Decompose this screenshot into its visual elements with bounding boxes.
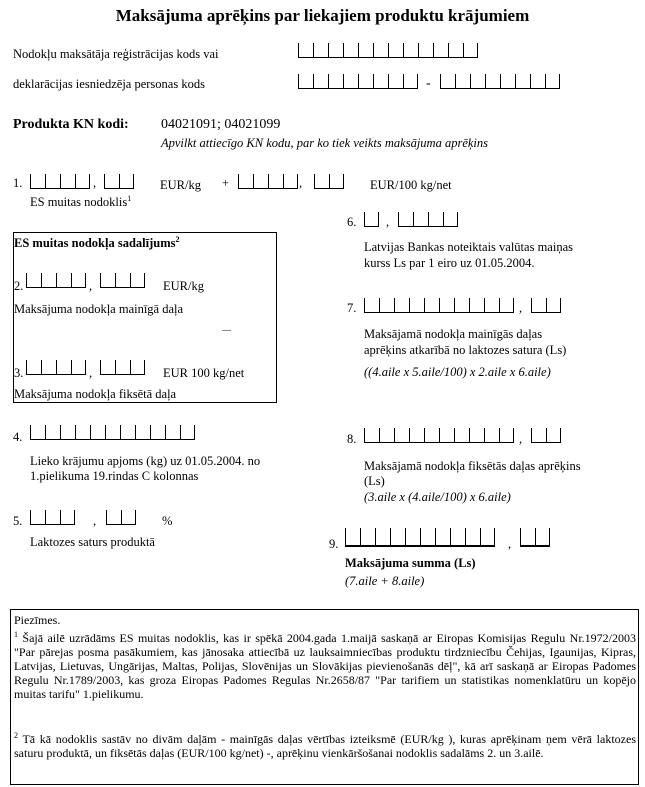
- input-cell[interactable]: [343, 74, 358, 89]
- input-cell[interactable]: [465, 528, 480, 547]
- personal-code-part2-field[interactable]: [440, 74, 560, 89]
- input-cell[interactable]: [364, 428, 379, 443]
- input-cell[interactable]: [328, 43, 343, 58]
- dash-mark: —: [222, 325, 231, 335]
- input-cell[interactable]: [500, 74, 515, 89]
- input-cell[interactable]: [398, 212, 413, 227]
- field3-comma: ,: [89, 366, 93, 380]
- field1-euro-kg-dec[interactable]: [104, 174, 134, 189]
- input-cell[interactable]: [484, 428, 499, 443]
- input-cell[interactable]: [119, 174, 134, 189]
- input-cell[interactable]: [328, 74, 343, 89]
- input-cell[interactable]: [455, 74, 470, 89]
- field3-dec[interactable]: [100, 360, 145, 375]
- input-cell[interactable]: [428, 212, 443, 227]
- field8-label-line1: Maksājamā nodokļa fiksētās daļas aprēķins: [364, 459, 581, 473]
- note-1: $^1$ Šajā ailē uzrādāms ES muitas nodoklis, kas ir spēkā 2004.gada 1.maijā saskaņā ar Eiropas Komisijas Regulu Nr.1972/2003 "Par pārejas posma pasākumiem, kas jānosaka attiecībā uz lauksaimniecības produktu tirdzniecību Čehijas, Igaunijas, Kipras, Latvijas, Lietuvas, Ungārijas, Maltas, Polijas, Slovēnijas un Slovākijas pievienošanās dēļ", kā arī saskaņā ar Eiropas Padomes Regulu Nr.1789/2003, kas groza Eiropas Padomes Regulas Nr.2658/87 "Par tarifiem un statistikas nomenklatūru un kopējo muitas tarifu" 1.pielikumu.: [14, 630, 636, 701]
- field2-comma: ,: [89, 279, 93, 293]
- field8-label-line2: (Ls): [364, 474, 385, 488]
- field4-field[interactable]: [30, 425, 195, 440]
- input-cell[interactable]: [440, 74, 455, 89]
- field6-label-line1: Latvijas Bankas noteiktais valūtas maiņas: [364, 240, 573, 254]
- input-cell[interactable]: [60, 510, 75, 525]
- field3-int[interactable]: [26, 360, 86, 375]
- input-cell[interactable]: [535, 528, 550, 547]
- input-cell[interactable]: [345, 528, 360, 547]
- input-cell[interactable]: [180, 425, 195, 440]
- field5-dec[interactable]: [106, 510, 136, 525]
- input-cell[interactable]: [329, 174, 344, 189]
- input-cell[interactable]: [130, 360, 145, 375]
- input-cell[interactable]: [390, 528, 405, 547]
- input-cell[interactable]: [45, 174, 60, 189]
- field1-comma1: ,: [93, 176, 97, 190]
- field1-number: 1.: [13, 176, 23, 190]
- input-cell[interactable]: [470, 74, 485, 89]
- input-cell[interactable]: [520, 528, 535, 547]
- input-cell[interactable]: [409, 298, 424, 313]
- field9-dec[interactable]: [520, 528, 550, 547]
- input-cell[interactable]: [298, 74, 313, 89]
- input-cell[interactable]: [165, 425, 180, 440]
- personal-code-part1-field[interactable]: [298, 74, 418, 89]
- input-cell[interactable]: [480, 528, 495, 547]
- duty-split-title: ES muitas nodokļa sadalījums$^2$: [14, 235, 180, 251]
- input-cell[interactable]: [100, 273, 115, 288]
- input-cell[interactable]: [413, 212, 428, 227]
- input-cell[interactable]: [418, 43, 433, 58]
- input-cell[interactable]: [135, 425, 150, 440]
- field1-unit-eur-kg: EUR/kg: [160, 178, 201, 192]
- input-cell[interactable]: [448, 43, 463, 58]
- input-cell[interactable]: [104, 174, 119, 189]
- input-cell[interactable]: [364, 298, 379, 313]
- reg-code-field[interactable]: [298, 43, 478, 58]
- input-cell[interactable]: [469, 428, 484, 443]
- input-cell[interactable]: [531, 298, 546, 313]
- reg-code-label-line2: deklarācijas iesniedzēja personas kods: [13, 77, 205, 91]
- input-cell[interactable]: [375, 528, 390, 547]
- input-cell[interactable]: [313, 74, 328, 89]
- field4-label-line1: Lieko krājumu apjoms (kg) uz 01.05.2004. no: [30, 454, 261, 468]
- input-cell[interactable]: [530, 74, 545, 89]
- input-cell[interactable]: [75, 174, 90, 189]
- input-cell[interactable]: [115, 360, 130, 375]
- input-cell[interactable]: [30, 174, 45, 189]
- input-cell[interactable]: [71, 360, 86, 375]
- field6-dec[interactable]: [398, 212, 458, 227]
- input-cell[interactable]: [75, 425, 90, 440]
- input-cell[interactable]: [454, 298, 469, 313]
- field9-number: 9.: [329, 537, 339, 551]
- kn-codes-label: Produkta KN kodi:: [13, 117, 129, 132]
- field2-unit: EUR/kg: [163, 279, 204, 293]
- field6-comma: ,: [386, 215, 390, 229]
- input-cell[interactable]: [26, 273, 41, 288]
- input-cell[interactable]: [435, 528, 450, 547]
- input-cell[interactable]: [364, 212, 379, 227]
- field4-label-line2: 1.pielikuma 19.rindas C kolonnas: [30, 469, 199, 483]
- input-cell[interactable]: [546, 298, 561, 313]
- input-cell[interactable]: [115, 273, 130, 288]
- input-cell[interactable]: [238, 174, 253, 189]
- input-cell[interactable]: [499, 428, 514, 443]
- field6-number: 6.: [347, 215, 357, 229]
- input-cell[interactable]: [56, 360, 71, 375]
- input-cell[interactable]: [450, 528, 465, 547]
- input-cell[interactable]: [41, 360, 56, 375]
- input-cell[interactable]: [424, 298, 439, 313]
- field6-label-line2: kurss Ls par 1 eiro uz 01.05.2004.: [364, 256, 535, 270]
- input-cell[interactable]: [454, 428, 469, 443]
- input-cell[interactable]: [45, 510, 60, 525]
- field9-int[interactable]: [345, 528, 495, 547]
- input-cell[interactable]: [60, 174, 75, 189]
- field7-label-line1: Maksājamā nodokļa mainīgās daļas: [364, 327, 543, 341]
- input-cell[interactable]: [150, 425, 165, 440]
- input-cell[interactable]: [360, 528, 375, 547]
- field8-formula: (3.aile x (4.aile/100) x 6.aile): [364, 490, 511, 504]
- notes-heading: Piezīmes.: [14, 613, 61, 627]
- input-cell[interactable]: [105, 425, 120, 440]
- input-cell[interactable]: [515, 74, 530, 89]
- input-cell[interactable]: [120, 425, 135, 440]
- input-cell[interactable]: [314, 174, 329, 189]
- input-cell[interactable]: [30, 425, 45, 440]
- field9-comma: ,: [508, 537, 512, 551]
- field1-euro-kg-int[interactable]: [30, 174, 90, 189]
- input-cell[interactable]: [298, 43, 313, 58]
- input-cell[interactable]: [45, 425, 60, 440]
- field2-number: 2.: [14, 279, 24, 293]
- note-2: $^2$ Tā kā nodoklis sastāv no divām daļām - mainīgās daļas vērtības izteiksmē (EUR/kg ), kuras aprēķinam ņem vērā laktozes saturu produktā, un fiksētās daļas (EUR/100 kg/net) -, aprēķinu vienkāršošanai nodoklis sadalāms 2. un 3.ailē.: [14, 731, 636, 760]
- field1-euro-100kg-int[interactable]: [238, 174, 298, 189]
- field1-comma2: ,: [299, 176, 303, 190]
- input-cell[interactable]: [60, 425, 75, 440]
- personal-code-dash: -: [426, 76, 431, 91]
- field1-plus: +: [222, 176, 230, 190]
- input-cell[interactable]: [546, 428, 561, 443]
- input-cell[interactable]: [106, 510, 121, 525]
- input-cell[interactable]: [484, 298, 499, 313]
- input-cell[interactable]: [439, 428, 454, 443]
- input-cell[interactable]: [499, 298, 514, 313]
- field6-int[interactable]: [364, 212, 379, 227]
- kn-codes-hint: Apvilkt attiecīgo KN kodu, par ko tiek veikts maksājuma aprēķins: [161, 136, 489, 150]
- input-cell[interactable]: [358, 74, 373, 89]
- input-cell[interactable]: [394, 428, 409, 443]
- input-cell[interactable]: [443, 212, 458, 227]
- field2-dec[interactable]: [100, 273, 145, 288]
- field7-label-line2: aprēķins atkarībā no laktozes satura (Ls): [364, 343, 567, 357]
- input-cell[interactable]: [469, 298, 484, 313]
- field3-unit: EUR 100 kg/net: [163, 366, 245, 380]
- input-cell[interactable]: [373, 43, 388, 58]
- input-cell[interactable]: [394, 298, 409, 313]
- input-cell[interactable]: [373, 74, 388, 89]
- field9-label: Maksājuma summa (Ls): [345, 556, 476, 570]
- input-cell[interactable]: [409, 428, 424, 443]
- field1-euro-100kg-dec[interactable]: [314, 174, 344, 189]
- input-cell[interactable]: [358, 43, 373, 58]
- field5-int[interactable]: [30, 510, 75, 525]
- field3-number: 3.: [14, 366, 24, 380]
- input-cell[interactable]: [531, 428, 546, 443]
- input-cell[interactable]: [545, 74, 560, 89]
- field7-formula: ((4.aile x 5.aile/100) x 2.aile x 6.aile): [364, 365, 551, 379]
- field8-comma: ,: [519, 432, 523, 446]
- input-cell[interactable]: [403, 43, 418, 58]
- input-cell[interactable]: [253, 174, 268, 189]
- input-cell[interactable]: [379, 298, 394, 313]
- field1-unit-eur-100kg: EUR/100 kg/net: [370, 178, 452, 192]
- field7-comma: ,: [519, 301, 523, 315]
- field3-label: Maksājuma nodokļa fiksētā daļa: [14, 387, 177, 401]
- duty-split-box: [13, 232, 277, 403]
- input-cell[interactable]: [343, 43, 358, 58]
- notes-box: [10, 609, 639, 785]
- input-cell[interactable]: [268, 174, 283, 189]
- input-cell[interactable]: [463, 43, 478, 58]
- input-cell[interactable]: [26, 360, 41, 375]
- field5-unit: %: [162, 514, 173, 528]
- input-cell[interactable]: [56, 273, 71, 288]
- field8-dec[interactable]: [531, 428, 561, 443]
- field7-number: 7.: [347, 301, 357, 315]
- form-title: Maksājuma aprēķins par liekajiem produktu krājumiem: [115, 6, 530, 25]
- input-cell[interactable]: [130, 273, 145, 288]
- reg-code-label-line1: Nodokļu maksātāja reģistrācijas kods vai: [13, 47, 219, 61]
- input-cell[interactable]: [420, 528, 435, 547]
- input-cell[interactable]: [403, 74, 418, 89]
- field8-int[interactable]: [364, 428, 514, 443]
- input-cell[interactable]: [100, 360, 115, 375]
- kn-codes-value[interactable]: 04021091; 04021099: [161, 117, 281, 132]
- input-cell[interactable]: [439, 298, 454, 313]
- field9-formula: (7.aile + 8.aile): [345, 574, 425, 588]
- field4-number: 4.: [13, 430, 23, 444]
- input-cell[interactable]: [90, 425, 105, 440]
- input-cell[interactable]: [485, 74, 500, 89]
- input-cell[interactable]: [121, 510, 136, 525]
- field7-dec[interactable]: [531, 298, 561, 313]
- field1-label: ES muitas nodoklis$^1$: [30, 194, 132, 210]
- input-cell[interactable]: [388, 74, 403, 89]
- input-cell[interactable]: [388, 43, 403, 58]
- input-cell[interactable]: [71, 273, 86, 288]
- field5-number: 5.: [13, 514, 23, 528]
- input-cell[interactable]: [405, 528, 420, 547]
- input-cell[interactable]: [424, 428, 439, 443]
- input-cell[interactable]: [283, 174, 298, 189]
- field7-int[interactable]: [364, 298, 514, 313]
- input-cell[interactable]: [41, 273, 56, 288]
- field2-int[interactable]: [26, 273, 86, 288]
- field5-label: Laktozes saturs produktā: [30, 535, 155, 549]
- input-cell[interactable]: [379, 428, 394, 443]
- field8-number: 8.: [347, 432, 357, 446]
- input-cell[interactable]: [433, 43, 448, 58]
- field5-comma: ,: [93, 514, 97, 528]
- field2-label: Maksājuma nodokļa mainīgā daļa: [14, 302, 184, 316]
- input-cell[interactable]: [30, 510, 45, 525]
- input-cell[interactable]: [313, 43, 328, 58]
